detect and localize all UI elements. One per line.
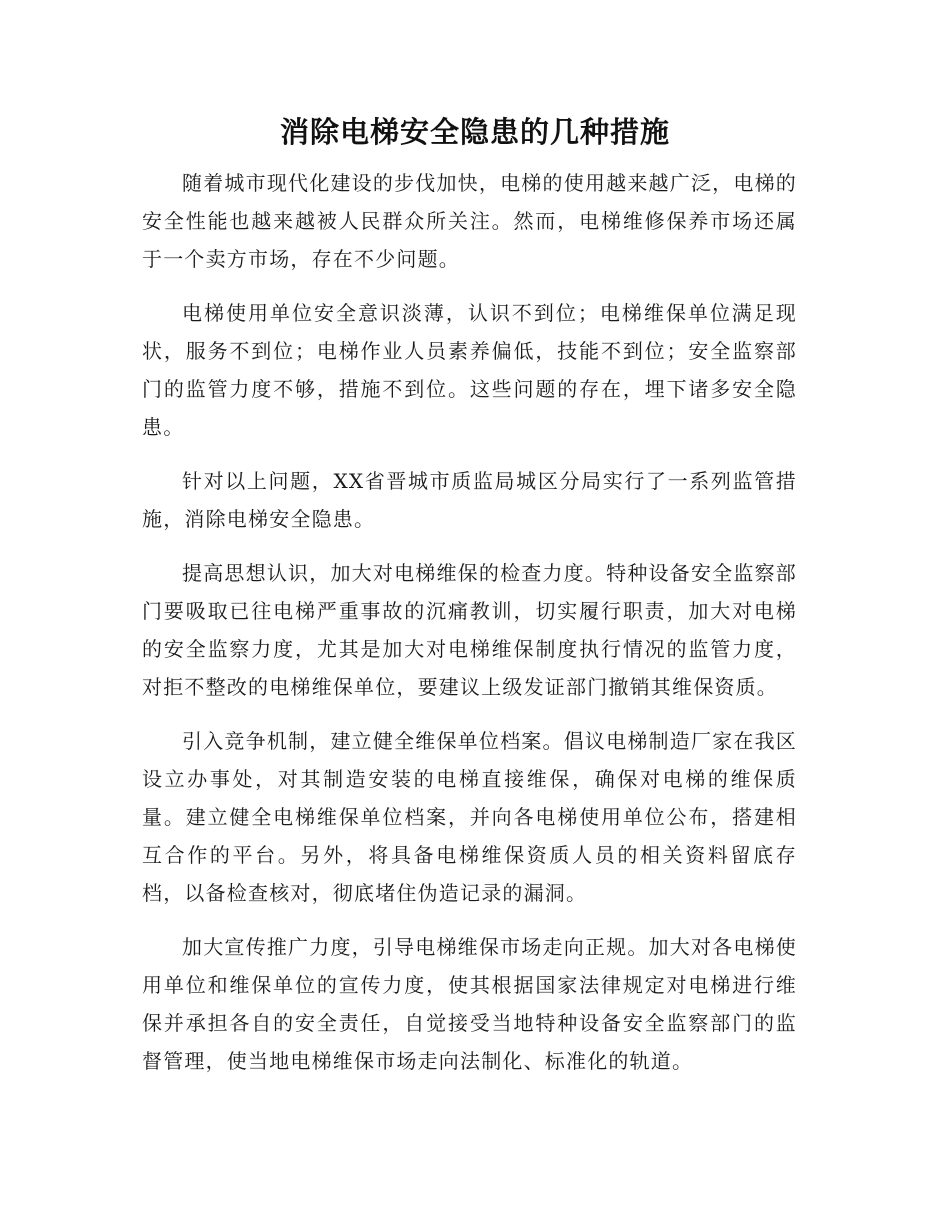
paragraph-problems: 电梯使用单位安全意识淡薄，认识不到位；电梯维保单位满足现状，服务不到位；电梯作业人员素养偏低，技能不到位；安全监察部门的监管力度不够，措施不到位。这些问题的存在，埋下诸多安全隐患。 — [142, 301, 797, 439]
paragraph-measures-intro: 针对以上问题，XX省晋城市质监局城区分局实行了一系列监管措施，消除电梯安全隐患。 — [142, 469, 797, 531]
paragraph-measure-competition: 引入竞争机制，建立健全维保单位档案。倡议电梯制造厂家在我区设立办事处，对其制造安装的电梯直接维保，确保对电梯的维保质量。建立健全电梯维保单位档案，并向各电梯使用单位公布，搭建相互合作的平台。另外，将具备电梯维保资质人员的相关资料留底存档，以备检查核对，彻底堵住伪造记录的漏洞。 — [142, 729, 797, 905]
paragraph-measure-publicity: 加大宣传推广力度，引导电梯维保市场走向正规。加大对各电梯使用单位和维保单位的宣传力度，使其根据国家法律规定对电梯进行维保并承担各自的安全责任，自觉接受当地特种设备安全监察部门的监督管理，使当地电梯维保市场走向法制化、标准化的轨道。 — [142, 935, 797, 1073]
document-title: 消除电梯安全隐患的几种措施 — [279, 115, 670, 149]
document-body — [142, 164, 797, 1096]
paragraph-intro: 随着城市现代化建设的步伐加快，电梯的使用越来越广泛，电梯的安全性能也越来越被人民群众所关注。然而，电梯维修保养市场还属于一个卖方市场，存在不少问题。 — [142, 171, 797, 271]
paragraph-measure-inspection: 提高思想认识，加大对电梯维保的检查力度。特种设备安全监察部门要吸取已往电梯严重事故的沉痛教训，切实履行职责，加大对电梯的安全监察力度，尤其是加大对电梯维保制度执行情况的监管力度，对拒不整改的电梯维保单位，要建议上级发证部门撤销其维保资质。 — [142, 561, 797, 699]
